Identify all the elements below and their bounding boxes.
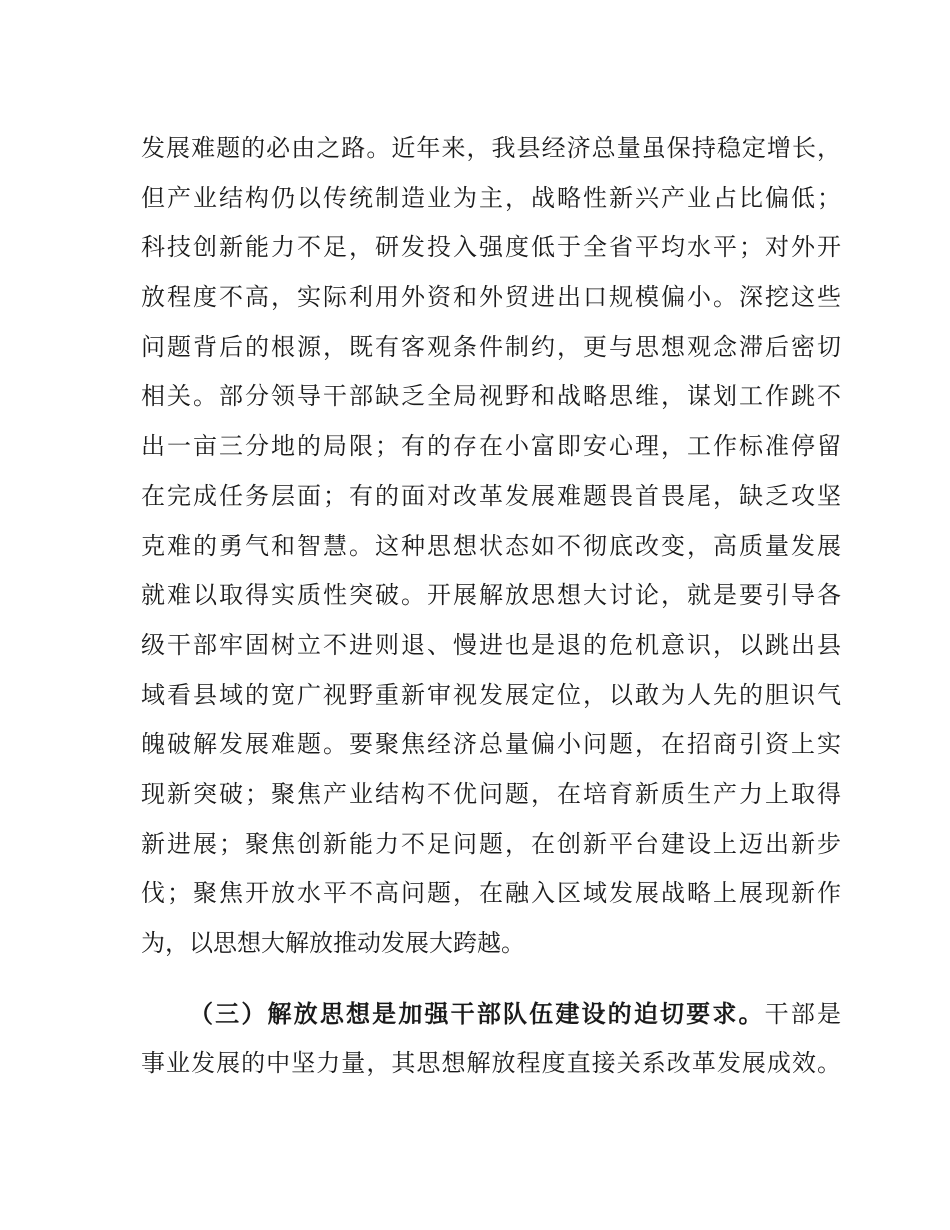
paragraph-2 xyxy=(141,990,841,1089)
paragraph-1-line-3: 科技创新能力不足，研发投入强度低于全省平均水平；对外开 xyxy=(141,233,841,262)
section-heading: （三）解放思想是加强干部队伍建设的迫切要求。 xyxy=(189,999,765,1028)
paragraph-1-line-15: 新进展；聚焦创新能力不足问题，在创新平台建设上迈出新步 xyxy=(141,829,841,858)
paragraph-2-line-1 xyxy=(141,990,841,1040)
paragraph-1-line-6: 相关。部分领导干部缺乏全局视野和战略思维，谋划工作跳不 xyxy=(141,382,841,411)
paragraph-1-line-4: 放程度不高，实际利用外资和外贸进出口规模偏小。深挖这些 xyxy=(141,283,841,312)
paragraph-1-line-11: 级干部牢固树立不进则退、慢进也是退的危机意识，以跳出县 xyxy=(141,630,841,659)
paragraph-1-line-13: 魄破解发展难题。要聚焦经济总量偏小问题，在招商引资上实 xyxy=(141,730,841,759)
paragraph-1-line-8: 在完成任务层面；有的面对改革发展难题畏首畏尾，缺乏攻坚 xyxy=(141,481,841,510)
paragraph-1-line-1: 发展难题的必由之路。近年来，我县经济总量虽保持稳定增长， xyxy=(141,134,841,162)
paragraph-1-line-7: 出一亩三分地的局限；有的存在小富即安心理，工作标准停留 xyxy=(141,432,841,461)
paragraph-2-line-1-rest: 干部是 xyxy=(764,999,842,1028)
paragraph-1-line-2: 但产业结构仍以传统制造业为主，战略性新兴产业占比偏低； xyxy=(141,183,841,212)
paragraph-1 xyxy=(141,124,841,969)
paragraph-1-line-9: 克难的勇气和智慧。这种思想状态如不彻底改变，高质量发展 xyxy=(141,531,841,560)
paragraph-2-line-2: 事业发展的中坚力量，其思想解放程度直接关系改革发展成效。 xyxy=(141,1049,841,1078)
paragraph-spacer xyxy=(141,969,841,990)
paragraph-1-line-14: 现新突破；聚焦产业结构不优问题，在培育新质生产力上取得 xyxy=(141,779,841,808)
document-body xyxy=(141,124,841,1089)
paragraph-1-line-5: 问题背后的根源，既有客观条件制约，更与思想观念滞后密切 xyxy=(141,332,841,361)
paragraph-1-line-10: 就难以取得实质性突破。开展解放思想大讨论，就是要引导各 xyxy=(141,581,841,610)
paragraph-1-line-16: 伐；聚焦开放水平不高问题，在融入区域发展战略上展现新作 xyxy=(141,879,841,908)
paragraph-1-line-12: 域看县域的宽广视野重新审视发展定位，以敢为人先的胆识气 xyxy=(141,680,841,709)
paragraph-1-line-17: 为，以思想大解放推动发展大跨越。 xyxy=(141,929,525,957)
